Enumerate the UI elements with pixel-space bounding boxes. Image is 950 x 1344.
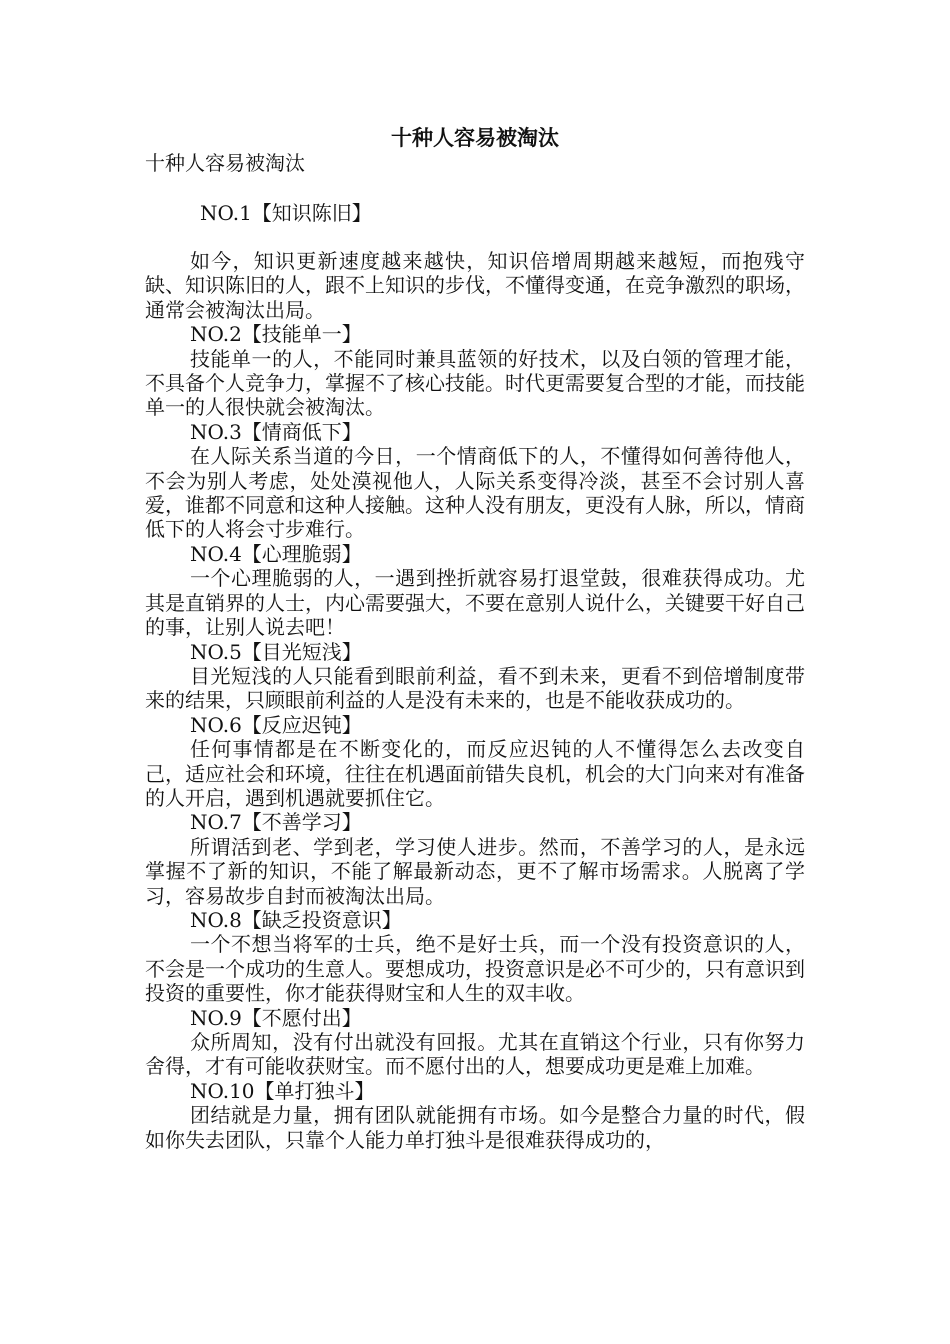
- section-heading-10: NO.10【单打独斗】: [190, 1078, 375, 1103]
- section-heading-7: NO.7【不善学习】: [190, 810, 362, 835]
- section-heading-9: NO.9【不愿付出】: [190, 1005, 362, 1030]
- section-heading-5: NO.5【目光短浅】: [190, 639, 362, 664]
- section-heading-4: NO.4【心理脆弱】: [190, 541, 362, 566]
- section-paragraph-9: 众所周知，没有付出就没有回报。尤其在直销这个行业，只有你努力舍得，才有可能收获财宝。而不愿付出的人，想要成功更是难上加难。: [145, 1030, 805, 1079]
- page-subtitle: 十种人容易被淘汰: [145, 151, 305, 175]
- section-paragraph-1: 如今，知识更新速度越来越快，知识倍增周期越来越短，而抱残守缺、知识陈旧的人，跟不上知识的步伐，不懂得变通，在竞争激烈的职场，通常会被淘汰出局。: [145, 249, 805, 322]
- section-paragraph-8: 一个不想当将军的士兵，绝不是好士兵，而一个没有投资意识的人，不会是一个成功的生意人。要想成功，投资意识是必不可少的，只有意识到投资的重要性，你才能获得财宝和人生的双丰收。: [145, 932, 805, 1006]
- document-body: [145, 249, 805, 1152]
- section-paragraph-7: 所谓活到老、学到老，学习使人进步。然而，不善学习的人，是永远掌握不了新的知识，不能了解最新动态，更不了解市场需求。人脱离了学习，容易故步自封而被淘汰出局。: [145, 834, 805, 908]
- section-paragraph-5: 目光短浅的人只能看到眼前利益，看不到未来，更看不到倍增制度带来的结果，只顾眼前利益的人是没有未来的，也是不能收获成功的。: [145, 663, 805, 713]
- page-title: 十种人容易被淘汰: [391, 125, 559, 150]
- section-heading-8: NO.8【缺乏投资意识】: [190, 907, 402, 932]
- section-heading-1: NO.1【知识陈旧】: [200, 201, 372, 225]
- section-paragraph-3: 在人际关系当道的今日，一个情商低下的人，不懂得如何善待他人，不会为别人考虑，处处漠视他人，人际关系变得冷淡，甚至不会讨别人喜爱，谁都不同意和这种人接触。这种人没有朋友，更没有人脉，所以，情商低下的人将会寸步难行。: [145, 444, 805, 542]
- section-paragraph-6: 任何事情都是在不断变化的，而反应迟钝的人不懂得怎么去改变自己，适应社会和环境，往往在机遇面前错失良机，机会的大门向来对有准备的人开启，遇到机遇就要抓住它。: [145, 737, 805, 810]
- section-heading-2: NO.2【技能单一】: [190, 322, 362, 347]
- section-paragraph-10: 团结就是力量，拥有团队就能拥有市场。如今是整合力量的时代，假如你失去团队，只靠个人能力单打独斗是很难获得成功的，: [145, 1103, 805, 1152]
- section-paragraph-2: 技能单一的人，不能同时兼具蓝领的好技术，以及白领的管理才能，不具备个人竞争力，掌握不了核心技能。时代更需要复合型的才能，而技能单一的人很快就会被淘汰。: [145, 346, 805, 420]
- section-paragraph-4: 一个心理脆弱的人，一遇到挫折就容易打退堂鼓，很难获得成功。尤其是直销界的人士，内心需要强大，不要在意别人说什么，关键要干好自己的事，让别人说去吧！: [145, 566, 805, 640]
- section-heading-6: NO.6【反应迟钝】: [190, 712, 362, 737]
- section-heading-3: NO.3【情商低下】: [190, 419, 362, 444]
